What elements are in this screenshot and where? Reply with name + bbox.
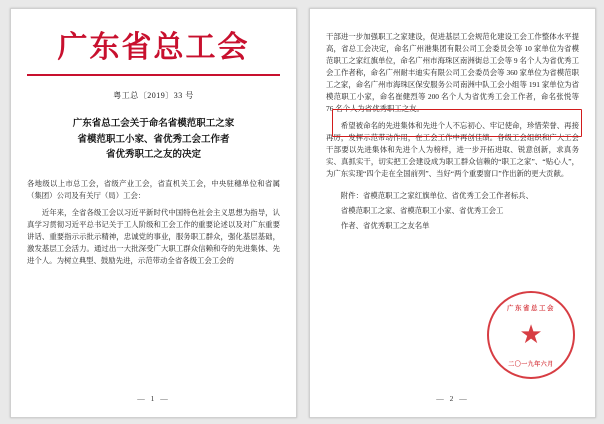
document-title-line-1: 广东省总工会关于命名省模范职工之家 — [72, 119, 235, 129]
star-icon: ★ — [519, 320, 543, 349]
seal-top-text: 广东省总工会 — [507, 305, 555, 312]
attachment-block — [326, 190, 579, 232]
page-number-right: — 2 — — [436, 394, 469, 403]
right-paragraph-1: 干部进一步加强职工之家建设，促进基层工会规范化建设工会工作整体水平提高，省总工会决定，命名广州港集团有限公司工会委员会等 10 家单位为省模范职工之家红旗单位，命名广州市海珠区南洲街总工会等 9 名个人为省优秀工会工作者称，命名广州耐丰迪实有限公司工会委员会等 360 家单位为省模范职工之家，命名广州市海珠区保安服务公司南洲中队工会小组等 191 家单位为省模范职工小家，命名崔健烈等 200 名个人为省优秀工会工作者，命名张悦等 76 名个人为省优秀职工之友。 — [326, 32, 579, 113]
left-page-body — [27, 178, 280, 267]
document-title-line-3: 省优秀职工之友的决定 — [105, 150, 201, 161]
masthead-title: 广东省总工会 — [57, 31, 250, 64]
seal-bottom-text: 二〇一九年六月 — [508, 362, 554, 368]
official-seal — [487, 291, 575, 379]
right-paragraph-2: 希望被命名的先进集体和先进个人不忘初心、牢记使命，珍惜荣誉、再接再厉，发挥示范带动作用，在工会工作中再创佳绩。各级工会组织和广大工会干部要以先进集体和先进个人为榜样，进一步开拓进取、锐意创新，求真务实、真抓实干，切实把工会建设成为职工群众信赖的“职工之家”、“贴心人”，为广东实现“四个走在全国前列”、当好“两个重要窗口”作出新的更大贡献。 — [326, 120, 579, 178]
document-page-left — [10, 8, 297, 418]
document-number: 粤工总〔2019〕33 号 — [113, 91, 194, 100]
masthead-rule — [27, 74, 280, 76]
document-page-right — [309, 8, 596, 418]
right-page-body — [326, 31, 579, 180]
left-paragraph-1: 各地级以上市总工会，省级产业工会，省直机关工会，中央驻穗单位和省属（集团）公司及有关厅（局）工会： — [27, 179, 280, 200]
attachment-line-2: 作者、省优秀职工之友名单 — [340, 220, 430, 230]
attachment-line-1: 省模范职工之家、省模范职工小家、省优秀工会工 — [340, 205, 504, 215]
attachment-heading: 附件：省模范职工之家红旗单位、省优秀工会工作者标兵、 — [340, 190, 533, 200]
document-title-line-2: 省模范职工小家、省优秀工会工作者 — [77, 134, 230, 145]
left-paragraph-2: 近年来，全省各级工会以习近平新时代中国特色社会主义思想为指导，认真学习贯彻习近平总书记关于工人阶级和工会工作的重要论述以及对广东重要讲话、重要指示示批示精神，忠诚党的事业，服务职工群众，强化基层基础，激发基层工会活力。通过出一大批深受广大职工群众信赖和夺的先进集体、先进个人。为树立典型、鼓励先进，示范带动全省各级工会工会的 — [27, 207, 280, 265]
page-number-left: — 1 — — [137, 394, 170, 403]
document-title — [37, 117, 270, 164]
